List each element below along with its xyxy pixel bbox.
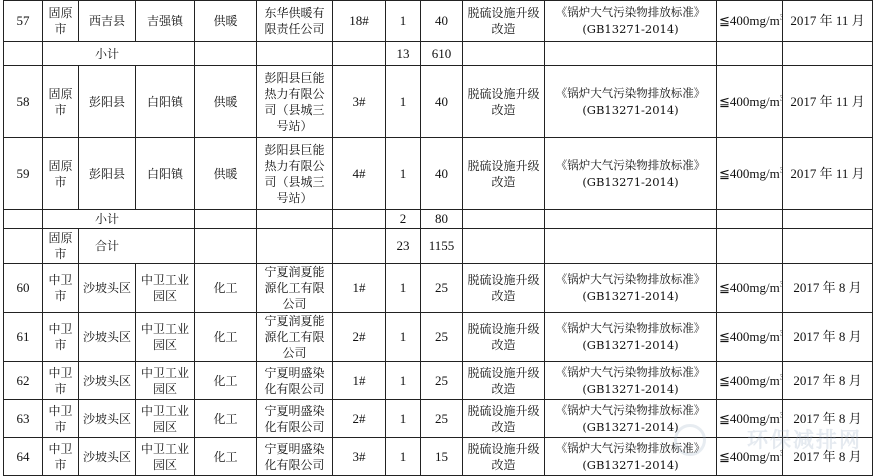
count-cell: 23 <box>386 229 421 264</box>
measure-cell: 脱硫设施升级改造 <box>463 438 545 476</box>
company-cell: 东华供暖有限责任公司 <box>257 1 333 42</box>
company-cell: 宁夏明盛染化有限公司 <box>257 362 333 400</box>
date-cell: 2017 年 8 月 <box>783 313 873 362</box>
capacity-cell: 25 <box>421 362 463 400</box>
industry-cell: 化工 <box>195 400 257 438</box>
limit-cell: ≦400mg/m <box>717 400 783 438</box>
unit-cell: 1# <box>333 362 386 400</box>
date-cell: 2017 年 11 月 <box>783 1 873 42</box>
total-label: 合计 <box>79 229 195 264</box>
measure-cell: 脱硫设施升级改造 <box>463 264 545 313</box>
city-cell: 固原市 <box>43 229 79 264</box>
capacity-cell: 15 <box>421 438 463 476</box>
industry-cell: 化工 <box>195 362 257 400</box>
standard-cell: 《锅炉大气污染物排放标准》(GB13271-2014) <box>545 1 717 42</box>
county-cell: 彭阳县 <box>79 138 136 210</box>
town-cell: 白阳镇 <box>136 138 195 210</box>
county-cell: 沙坡头区 <box>79 400 136 438</box>
table-row <box>4 400 873 438</box>
city-cell: 中卫市 <box>43 362 79 400</box>
city-cell: 中卫市 <box>43 313 79 362</box>
standard-cell: 《锅炉大气污染物排放标准》(GB13271-2014) <box>545 362 717 400</box>
limit-cell: ≦400mg/m <box>717 138 783 210</box>
city-cell: 中卫市 <box>43 400 79 438</box>
county-cell: 彭阳县 <box>79 66 136 138</box>
company-cell: 彭阳县巨能热力有限公司（县城三号站） <box>257 138 333 210</box>
industry-cell: 供暖 <box>195 138 257 210</box>
standard-cell: 《锅炉大气污染物排放标准》(GB13271-2014) <box>545 66 717 138</box>
table-row <box>4 138 873 210</box>
boiler-retrofit-table <box>3 0 873 476</box>
table-row <box>4 264 873 313</box>
count-cell: 1 <box>386 400 421 438</box>
subtotal-label: 小计 <box>43 210 195 229</box>
unit-cell: 1# <box>333 264 386 313</box>
town-cell: 中卫工业园区 <box>136 264 195 313</box>
town-cell: 中卫工业园区 <box>136 438 195 476</box>
count-cell: 13 <box>386 42 421 66</box>
watermark-text: 环保减排网 <box>747 428 862 452</box>
town-cell: 中卫工业园区 <box>136 400 195 438</box>
subtotal-row <box>4 42 873 66</box>
county-cell: 西吉县 <box>79 1 136 42</box>
table-row <box>4 438 873 476</box>
company-cell: 宁夏润夏能源化工有限公司 <box>257 313 333 362</box>
date-cell: 2017 年 11 月 <box>783 138 873 210</box>
date-cell: 2017 年 8 月 <box>783 264 873 313</box>
count-cell: 1 <box>386 66 421 138</box>
row-number: 61 <box>4 313 43 362</box>
county-cell: 沙坡头区 <box>79 438 136 476</box>
count-cell: 1 <box>386 264 421 313</box>
capacity-cell: 80 <box>421 210 463 229</box>
limit-cell: ≦400mg/m <box>717 1 783 42</box>
count-cell: 1 <box>386 1 421 42</box>
industry-cell: 供暖 <box>195 66 257 138</box>
measure-cell: 脱硫设施升级改造 <box>463 66 545 138</box>
measure-cell: 脱硫设施升级改造 <box>463 1 545 42</box>
company-cell: 宁夏润夏能源化工有限公司 <box>257 264 333 313</box>
unit-cell: 18# <box>333 1 386 42</box>
row-number: 63 <box>4 400 43 438</box>
total-row <box>4 229 873 264</box>
company-cell: 彭阳县巨能热力有限公司（县城三号站） <box>257 66 333 138</box>
table-row <box>4 1 873 42</box>
measure-cell: 脱硫设施升级改造 <box>463 138 545 210</box>
city-cell: 中卫市 <box>43 264 79 313</box>
row-number: 58 <box>4 66 43 138</box>
row-number: 60 <box>4 264 43 313</box>
town-cell: 中卫工业园区 <box>136 362 195 400</box>
industry-cell: 化工 <box>195 313 257 362</box>
date-cell: 2017 年 8 月 <box>783 400 873 438</box>
company-cell: 宁夏明盛染化有限公司 <box>257 438 333 476</box>
count-cell: 1 <box>386 438 421 476</box>
limit-cell: ≦400mg/m <box>717 66 783 138</box>
capacity-cell: 610 <box>421 42 463 66</box>
town-cell: 吉强镇 <box>136 1 195 42</box>
standard-cell: 《锅炉大气污染物排放标准》(GB13271-2014) <box>545 438 717 476</box>
count-cell: 1 <box>386 313 421 362</box>
table-row <box>4 362 873 400</box>
subtotal-label: 小计 <box>43 42 195 66</box>
limit-cell: ≦400mg/m <box>717 264 783 313</box>
unit-cell: 3# <box>333 438 386 476</box>
standard-cell: 《锅炉大气污染物排放标准》(GB13271-2014) <box>545 138 717 210</box>
standard-cell: 《锅炉大气污染物排放标准》(GB13271-2014) <box>545 400 717 438</box>
date-cell: 2017 年 11 月 <box>783 66 873 138</box>
city-cell: 固原市 <box>43 66 79 138</box>
town-cell: 白阳镇 <box>136 66 195 138</box>
unit-cell: 3# <box>333 66 386 138</box>
county-cell: 沙坡头区 <box>79 264 136 313</box>
row-number: 59 <box>4 138 43 210</box>
watermark-logo-icon <box>674 424 706 456</box>
row-number: 64 <box>4 438 43 476</box>
date-cell: 2017 年 8 月 <box>783 362 873 400</box>
standard-cell: 《锅炉大气污染物排放标准》(GB13271-2014) <box>545 313 717 362</box>
count-cell: 2 <box>386 210 421 229</box>
capacity-cell: 1155 <box>421 229 463 264</box>
industry-cell: 供暖 <box>195 1 257 42</box>
county-cell: 沙坡头区 <box>79 313 136 362</box>
subtotal-row <box>4 210 873 229</box>
table-row <box>4 66 873 138</box>
capacity-cell: 40 <box>421 66 463 138</box>
row-number: 57 <box>4 1 43 42</box>
city-cell: 固原市 <box>43 138 79 210</box>
company-cell: 宁夏明盛染化有限公司 <box>257 400 333 438</box>
table-row <box>4 313 873 362</box>
row-number: 62 <box>4 362 43 400</box>
limit-cell: ≦400mg/m <box>717 313 783 362</box>
unit-cell: 4# <box>333 138 386 210</box>
count-cell: 1 <box>386 362 421 400</box>
measure-cell: 脱硫设施升级改造 <box>463 313 545 362</box>
capacity-cell: 25 <box>421 264 463 313</box>
unit-cell: 2# <box>333 313 386 362</box>
capacity-cell: 25 <box>421 400 463 438</box>
city-cell: 中卫市 <box>43 438 79 476</box>
capacity-cell: 40 <box>421 138 463 210</box>
measure-cell: 脱硫设施升级改造 <box>463 362 545 400</box>
city-cell: 固原市 <box>43 1 79 42</box>
limit-cell: ≦400mg/m <box>717 362 783 400</box>
measure-cell: 脱硫设施升级改造 <box>463 400 545 438</box>
capacity-cell: 25 <box>421 313 463 362</box>
industry-cell: 化工 <box>195 264 257 313</box>
standard-cell: 《锅炉大气污染物排放标准》(GB13271-2014) <box>545 264 717 313</box>
county-cell: 沙坡头区 <box>79 362 136 400</box>
town-cell: 中卫工业园区 <box>136 313 195 362</box>
unit-cell: 2# <box>333 400 386 438</box>
capacity-cell: 40 <box>421 1 463 42</box>
limit-cell: ≦400mg/m <box>717 438 783 476</box>
industry-cell: 化工 <box>195 438 257 476</box>
date-cell: 2017 年 8 月 <box>783 438 873 476</box>
count-cell: 1 <box>386 138 421 210</box>
